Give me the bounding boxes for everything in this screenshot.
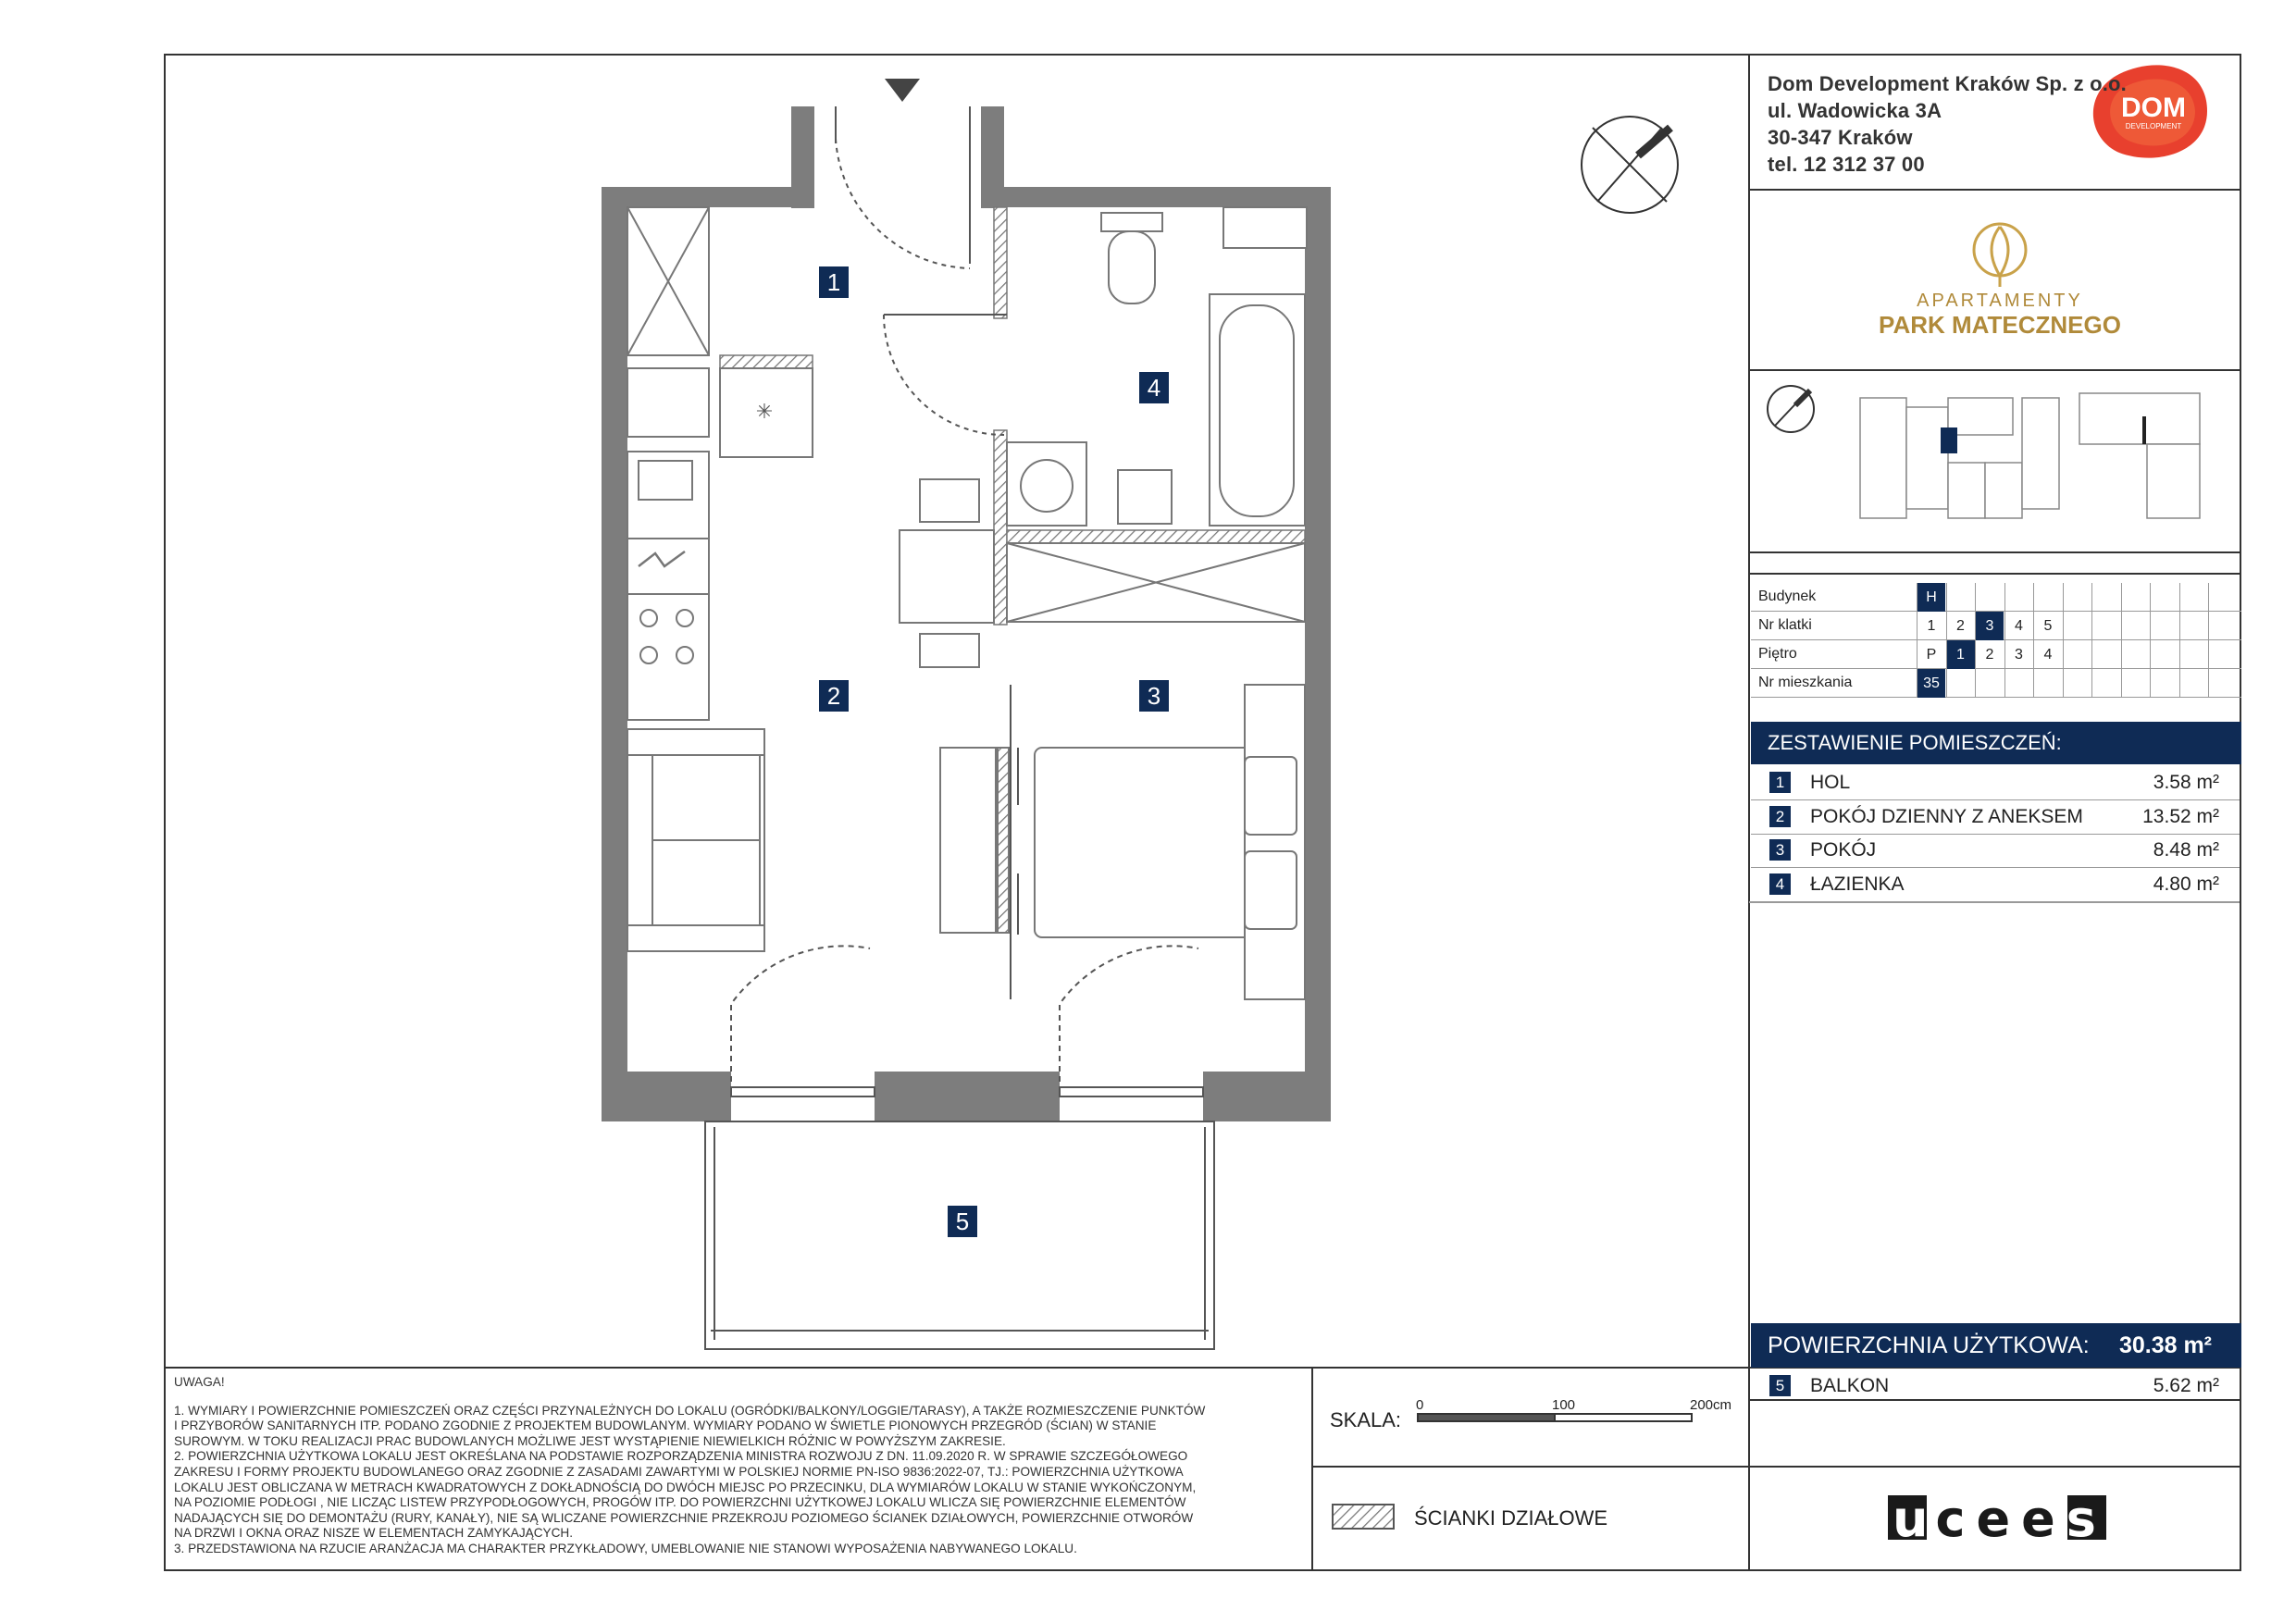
- selector-cell: [2208, 640, 2237, 669]
- selector-row: [1751, 640, 2241, 669]
- note-line: SUROWYM. W TOKU REALIZACJI PRAC BUDOWLANYCH MOŻLIWE JEST WYSTĄPIENIE NIEWIELKICH RÓŻNIC W POWYŻSZYM ZAKRESIE.: [174, 1433, 1006, 1448]
- selector-cell[interactable]: H: [1917, 583, 1945, 612]
- selector-cell: [2004, 669, 2033, 698]
- notes-block: [174, 1375, 1308, 1557]
- note-line: 3. PRZEDSTAWIONA NA RZUCIE ARANŻACJA MA CHARAKTER PRZYKŁADOWY, UMEBLOWANIE NIE STANOWI WYPOSAŻENIA NABYWANEGO LOKALU.: [174, 1541, 1077, 1555]
- selector-cell: [1975, 669, 2004, 698]
- selector-row-label: Budynek: [1758, 588, 1817, 604]
- room-number: 5: [1769, 1375, 1791, 1396]
- selector-cell: [1946, 669, 1975, 698]
- note-line: NADAJĄCYCH SIĘ DO DEMONTAŻU (RURY, KANAŁY), NIE SĄ WLICZANE POWIERZCHNIE PRZEKROJU POZIOMEGO ŚCIANEK DZIAŁOWYCH, POWIERZCHNIE OTWORÓW: [174, 1510, 1194, 1525]
- note-line: LOKALU JEST OBLICZANA W METRACH KWADRATOWYCH Z DOKŁADNOŚCIĄ DO DWÓCH MIEJSC PO PRZECINKU, DLA WYMIARÓW LOKALU W STANIE WYKOŃCZONYM,: [174, 1480, 1197, 1494]
- project-line1: APARTAMENTY: [1917, 291, 2083, 311]
- selector-row: [1751, 583, 2241, 612]
- room-number: 2: [1769, 806, 1791, 827]
- total-area-label: POWIERZCHNIA UŻYTKOWA:: [1768, 1332, 2090, 1358]
- room-area: 8.48 m²: [2153, 839, 2219, 861]
- room-number: 1: [1769, 772, 1791, 793]
- room-row: [1751, 834, 2240, 868]
- selector-cell[interactable]: 3: [2004, 640, 2033, 669]
- selector-cell[interactable]: 35: [1917, 669, 1945, 698]
- company-city: 30-347 Kraków: [1768, 126, 1913, 149]
- project-line2: PARK MATECZNEGO: [1879, 311, 2121, 339]
- selector-row: [1751, 669, 2241, 698]
- selector-cell[interactable]: 2: [1946, 612, 1975, 640]
- selector-cell: [2179, 640, 2208, 669]
- selector-cell[interactable]: 1: [1917, 612, 1945, 640]
- room-number: 4: [1769, 873, 1791, 895]
- selector-cell: [2091, 612, 2120, 640]
- room-row: [1751, 766, 2240, 800]
- room-area: 5.62 m²: [2153, 1375, 2219, 1396]
- scale-tick-100: 100: [1552, 1397, 1576, 1413]
- selector-cell: [2091, 640, 2120, 669]
- selector-cell: [1946, 583, 1975, 612]
- selector-cell: [2091, 669, 2120, 698]
- note-line: ZAKRESU I FORMY PROJEKTU BUDOWLANEGO ORAZ ZGODNIE Z ZASADAMI ZAWARTYMI W POLSKIEJ NORMIE PN-ISO 9836:2022-07, TJ.: POWIERZCHNIA UŻYTKOWA: [174, 1464, 1184, 1479]
- rooms-header: ZESTAWIENIE POMIESZCZEŃ:: [1751, 722, 2241, 764]
- selector-cell[interactable]: 4: [2004, 612, 2033, 640]
- selector-cell: [2121, 612, 2150, 640]
- plan-label-hol: 1: [819, 266, 849, 298]
- note-line: 2. POWIERZCHNIA UŻYTKOWA LOKALU JEST OKREŚLANA NA PODSTAWIE ROZPORZĄDZENIA MINISTRA ROZWOJU Z DN. 11.09.2020 R. W SPRAWIE SZCZEGÓŁOWEGO: [174, 1449, 1188, 1464]
- selector-cell: [2033, 583, 2062, 612]
- selector-cell[interactable]: 2: [1975, 640, 2004, 669]
- scale-label: SKALA:: [1330, 1408, 1402, 1431]
- plan-label-living: 2: [819, 680, 849, 712]
- selector-cell: [2150, 640, 2178, 669]
- room-number: 3: [1769, 839, 1791, 861]
- note-line: I PRZYBORÓW SANITARNYCH ITP. PODANO ZGODNIE Z PROJEKTEM BUDOWLANYM. WYMIARY PODANO W ŚWIETLE PIONOWYCH PRZEGRÓD (ŚCIAN) W STANIE: [174, 1419, 1157, 1433]
- plan-label-bathroom: 4: [1139, 372, 1169, 403]
- selector-cell: [2063, 640, 2091, 669]
- room-name: HOL: [1810, 772, 1851, 793]
- selector-cell[interactable]: 5: [2033, 612, 2062, 640]
- notes-title: UWAGA!: [174, 1375, 225, 1389]
- selector-cell: [2121, 583, 2150, 612]
- selector-cell: [2063, 583, 2091, 612]
- selector-cell: [2121, 640, 2150, 669]
- notes-lines: [174, 1404, 1308, 1557]
- selector-cell: [2063, 612, 2091, 640]
- room-row: [1751, 868, 2240, 902]
- note-line: NA POZIOMIE PODŁOGI , NIE LICZĄC LISTEW PRZYPODŁOGOWYCH, PROGÓW ITP. DO POWIERZCHNI UŻYTKOWEJ LOKALU WLICZA SIĘ POWIERZCHNIE ELEMENTÓW: [174, 1495, 1186, 1510]
- selector-row-label: Piętro: [1758, 646, 1797, 662]
- note-line: 1. WYMIARY I POWIERZCHNIE POMIESZCZEŃ ORAZ CZĘŚCI PRZYNALEŻNYCH DO LOKALU (OGRÓDKI/BALKONY/LOGGIE/TARASY), A TAKŻE ROZMIESZCZENIE PUNKTÓW: [174, 1403, 1206, 1418]
- svg-text:✳: ✳: [755, 400, 774, 423]
- selector-cell: [2033, 669, 2062, 698]
- selector-row: [1751, 612, 2241, 640]
- selector-cell: [2150, 583, 2178, 612]
- scale-tick-200: 200cm: [1690, 1397, 1732, 1413]
- selector-cell: [2121, 669, 2150, 698]
- room-name: ŁAZIENKA: [1810, 873, 1905, 895]
- room-name: POKÓJ: [1810, 839, 1877, 861]
- room-row-balcony: [1751, 1369, 2240, 1403]
- logo-text: DOM: [2121, 93, 2186, 123]
- selector-cell[interactable]: 1: [1946, 640, 1975, 669]
- selector-row-label: Nr klatki: [1758, 617, 1812, 633]
- room-area: 13.52 m²: [2142, 805, 2219, 827]
- selector-cell: [2179, 612, 2208, 640]
- selector-cell[interactable]: P: [1917, 640, 1945, 669]
- total-area-bar: [1751, 1323, 2241, 1368]
- selector-cell: [2150, 669, 2178, 698]
- selector-cell: [1975, 583, 2004, 612]
- selector-cell: [2208, 612, 2237, 640]
- company-phone: tel. 12 312 37 00: [1768, 153, 1925, 176]
- plan-label-balcony: 5: [948, 1206, 977, 1237]
- selector-cell: [2004, 583, 2033, 612]
- selector-cell: [2091, 583, 2120, 612]
- selector-cell[interactable]: 4: [2033, 640, 2062, 669]
- logo-subtext: DEVELOPMENT: [2125, 122, 2182, 130]
- selector-row-label: Nr mieszkania: [1758, 675, 1853, 690]
- room-name: POKÓJ DZIENNY Z ANEKSEM: [1810, 805, 2083, 827]
- selector-cell: [2150, 612, 2178, 640]
- plan-label-room: 3: [1139, 680, 1169, 712]
- company-street: ul. Wadowicka 3A: [1768, 99, 1942, 122]
- scale-tick-0: 0: [1416, 1397, 1424, 1413]
- ucees-logo-text: ucees: [1893, 1490, 2107, 1548]
- legend-label: ŚCIANKI DZIAŁOWE: [1414, 1506, 1608, 1530]
- selector-cell: [2063, 669, 2091, 698]
- selector-cell: [2208, 583, 2237, 612]
- selector-cell: [2179, 669, 2208, 698]
- company-address: [1768, 70, 2127, 178]
- room-area: 4.80 m²: [2153, 873, 2219, 895]
- total-area-value: 30.38 m²: [2118, 1332, 2212, 1358]
- note-line: NA DRZWI I OKNA ORAZ NISZE W ELEMENTACH ZAMYKAJĄCYCH.: [174, 1526, 574, 1541]
- room-name: BALKON: [1810, 1375, 1890, 1396]
- company-name: Dom Development Kraków Sp. z o.o.: [1768, 72, 2127, 95]
- room-area: 3.58 m²: [2153, 772, 2219, 793]
- selector-cell: [2208, 669, 2237, 698]
- selector-cell[interactable]: 3: [1975, 612, 2004, 640]
- room-row: [1751, 800, 2240, 835]
- selector-cell: [2179, 583, 2208, 612]
